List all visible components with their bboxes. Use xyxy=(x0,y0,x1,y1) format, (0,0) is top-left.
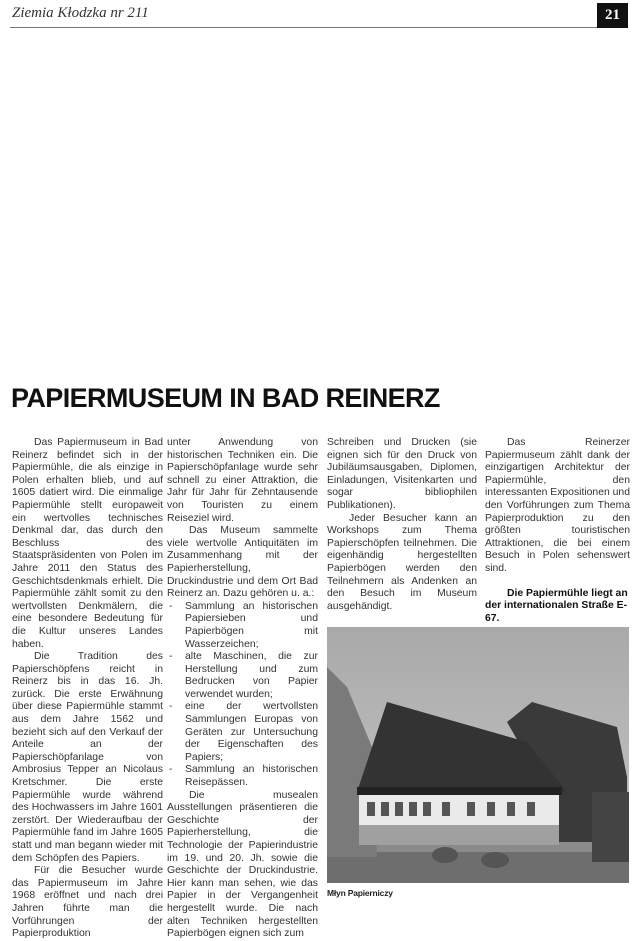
location-note: Die Papiermühle liegt an der internationalen Straße E-67. xyxy=(485,587,628,624)
header-rule xyxy=(10,27,598,28)
photo-caption: Młyn Papierniczy xyxy=(327,888,393,898)
column-3 xyxy=(327,437,477,613)
list-item: - Sammlung an historischen Papiersieben und Papierbögen mit Wasserzeichen; xyxy=(167,601,318,651)
article-title: PAPIERMUSEUM IN BAD REINERZ xyxy=(11,383,440,413)
paragraph: unter Anwendung von historischen Techniken ein. Die Papierschöpfanlage wurde sehr schnell zu einer Attraktion, die Jahr für Jahr für Zehntausende von Touristen zu einem Reiseziel wird. xyxy=(167,437,318,524)
paragraph: Jeder Besucher kann an Workshops zum Thema Papierschöpfen teilnehmen. Die eigenhändig hergestellten Papierbögen werden den Teilnehmern als Andenken an den Besuch im Museum ausgehändigt. xyxy=(327,512,477,612)
column-4 xyxy=(485,437,630,625)
collection-list xyxy=(167,601,318,790)
list-item: - alte Maschinen, die zur Herstellung und zum Bedrucken von Papier verwendet wurden; xyxy=(167,651,318,701)
paper-mill-photo xyxy=(327,627,629,883)
paragraph: Die musealen Ausstellungen präsentieren die Geschichte der Papierherstellung, die Technologie der Papierindustrie im 19. und 20. Jh. sowie die Geschichte der Druckindustrie. Hier kann man sehen, wie das Papier in der Vergangenheit hergestellt wurde. Die nach alten Techniken hergestellten Papierbögen eignen sich zum xyxy=(167,789,318,940)
column-1 xyxy=(12,437,163,941)
list-item: - eine der wertvollsten Sammlungen Europas von Geräten zur Untersuchung der Eigenschaften des Papiers; xyxy=(167,701,318,764)
paragraph: Das Museum sammelte viele wertvolle Antiquitäten im Zusammenhang mit der Papierherstellung, Druckindustrie und dem Ort Bad Reinerz an. Dazu gehören u. a.: xyxy=(167,525,318,600)
paragraph: Die Tradition des Papierschöpfens reicht in Reinerz bis in das 16. Jh. zurück. Die erste Erwähnung über diese Papiermühle stammt aus dem Jahre 1562 und bezieht sich auf den Verkauf der Anteile an der Papierschöpfanlage von Ambrosius Tepper an Nicolaus Kretschmer. Die erste Papiermühle wurde während des Hochwassers im Jahre 1601 zerstört. Der Wiederaufbau der Papiermühle fand im Jahre 1605 statt und man begann wieder mit dem Schöpfen des Papiers. xyxy=(12,651,163,864)
publication-header: Ziemia Kłodzka nr 211 xyxy=(12,5,149,21)
paragraph: Für die Besucher wurde das Papiermuseum im Jahre 1968 eröffnet und nach drei Jahren führte man die Vorführungen der Papierproduktion xyxy=(12,865,163,940)
paragraph: Das Papiermuseum in Bad Reinerz befindet sich in der Papiermühle, die als einzige in Polen erhalten blieb, und auf 1605 datiert wird. Die einmalige Papiermühle stellt europaweit ein wertvolles technisches Denkmal dar, das durch den Beschluss des Staatspräsidenten von Polen im Jahre 2011 den Status des Geschichtsdenkmals erhielt. Die Papiermühle zählt somit zu den wertvollsten Denkmälern, die eine besondere Bedeutung für die Kultur unseres Landes haben. xyxy=(12,437,163,650)
paragraph: Schreiben und Drucken (sie eignen sich für den Druck von Jubiläumsausgaben, Diplomen, Einladungen, Visitenkarten und sogar bibliophilen Publikationen). xyxy=(327,437,477,511)
column-2 xyxy=(167,437,318,941)
page-number: 21 xyxy=(597,3,628,28)
paragraph: Das Reinerzer Papiermuseum zählt dank der einzigartigen Architektur der Papiermühle, den interessanten Expositionen und den Vorführungen zum Thema Papierproduktion zu den größten touristischen Attraktionen, die bei einem Besuch in Polen sehenswert sind. xyxy=(485,437,630,574)
list-item: - Sammlung an historischen Reisepässen. xyxy=(167,764,318,789)
